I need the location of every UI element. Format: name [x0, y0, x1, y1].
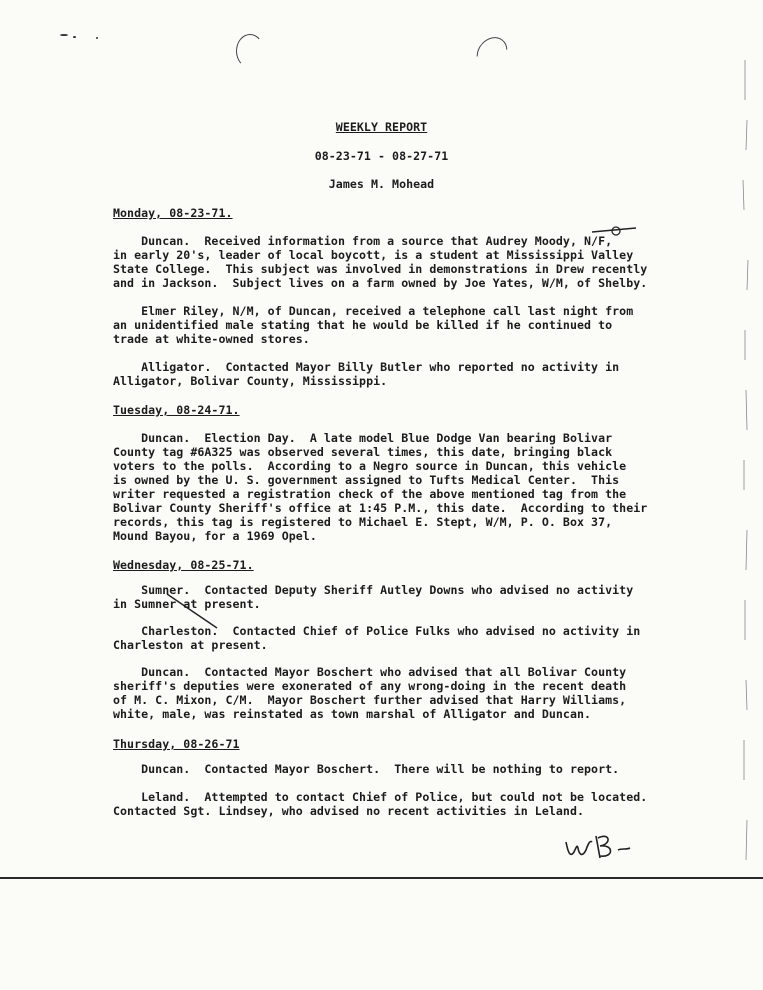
- text-line: writer requested a registration check of the above mentioned tag from the: [113, 487, 627, 501]
- speck: [96, 37, 98, 39]
- text-line: sheriff's deputies were exonerated of any wrong-doing in the recent death: [113, 679, 627, 693]
- text-line: Sumner. Contacted Deputy Sheriff Autley Downs who advised no activity: [113, 583, 634, 597]
- text-line: in Sumner at present.: [113, 597, 261, 611]
- text-line: trade at white-owned stores.: [113, 332, 310, 346]
- bottom-rule: [0, 877, 763, 879]
- text-line: Duncan. Received information from a source that Audrey Moody, N/F,: [113, 234, 613, 248]
- section-heading-tuesday: Tuesday, 08-24-71.: [113, 403, 240, 417]
- speck: [60, 34, 68, 36]
- text-line: Contacted Sgt. Lindsey, who advised no recent activities in Leland.: [113, 804, 585, 818]
- speck: [73, 36, 76, 38]
- text-line: in early 20's, leader of local boycott, is a student at Mississippi Valley: [113, 248, 634, 262]
- text-line: Duncan. Contacted Mayor Boschert. There will be nothing to report.: [113, 762, 620, 776]
- text-line: is owned by the U. S. government assigned to Tufts Medical Center. This: [113, 473, 620, 487]
- text-line: Leland. Attempted to contact Chief of Police, but could not be located.: [113, 790, 648, 804]
- section-heading-wednesday: Wednesday, 08-25-71.: [113, 558, 254, 572]
- text-line: records, this tag is registered to Michael E. Stept, W/M, P. O. Box 37,: [113, 515, 613, 529]
- text-line: voters to the polls. According to a Negro source in Duncan, this vehicle: [113, 459, 627, 473]
- report-date-range: 08-23-71 - 08-27-71: [314, 149, 449, 163]
- text-line: Duncan. Contacted Mayor Boschert who advised that all Bolivar County: [113, 665, 627, 679]
- text-line: white, male, was reinstated as town marshal of Alligator and Duncan.: [113, 707, 592, 721]
- text-line: Duncan. Election Day. A late model Blue Dodge Van bearing Bolivar: [113, 431, 613, 445]
- text-line: an unidentified male stating that he would be killed if he continued to: [113, 318, 613, 332]
- punch-hole-left: [236, 34, 264, 68]
- text-line: and in Jackson. Subject lives on a farm owned by Joe Yates, W/M, of Shelby.: [113, 276, 648, 290]
- report-title: WEEKLY REPORT: [335, 120, 428, 134]
- text-line: Bolivar County Sheriff's office at 1:45 P.M., this date. According to their: [113, 501, 648, 515]
- text-line: Charleston at present.: [113, 638, 268, 652]
- section-heading-monday: Monday, 08-23-71.: [113, 206, 233, 220]
- text-line: Mound Bayou, for a 1969 Opel.: [113, 529, 317, 543]
- text-line: Elmer Riley, N/M, of Duncan, received a telephone call last night from: [113, 304, 634, 318]
- text-line: County tag #6A325 was observed several times, this date, bringing black: [113, 445, 613, 459]
- handwritten-initials: [562, 828, 642, 868]
- pen-mark-slash: [163, 592, 223, 632]
- text-line: State College. This subject was involved in demonstrations in Drew recently: [113, 262, 648, 276]
- text-line: of M. C. Mixon, C/M. Mayor Boschert further advised that Harry Williams,: [113, 693, 627, 707]
- punch-hole-right: [470, 31, 513, 75]
- pen-mark-strike: [590, 222, 640, 242]
- text-line: Charleston. Contacted Chief of Police Fulks who advised no activity in: [113, 624, 641, 638]
- text-line: Alligator, Bolivar County, Mississippi.: [113, 374, 388, 388]
- section-heading-thursday: Thursday, 08-26-71: [113, 737, 240, 751]
- report-author: James M. Mohead: [328, 177, 435, 191]
- text-line: Alligator. Contacted Mayor Billy Butler who reported no activity in: [113, 360, 620, 374]
